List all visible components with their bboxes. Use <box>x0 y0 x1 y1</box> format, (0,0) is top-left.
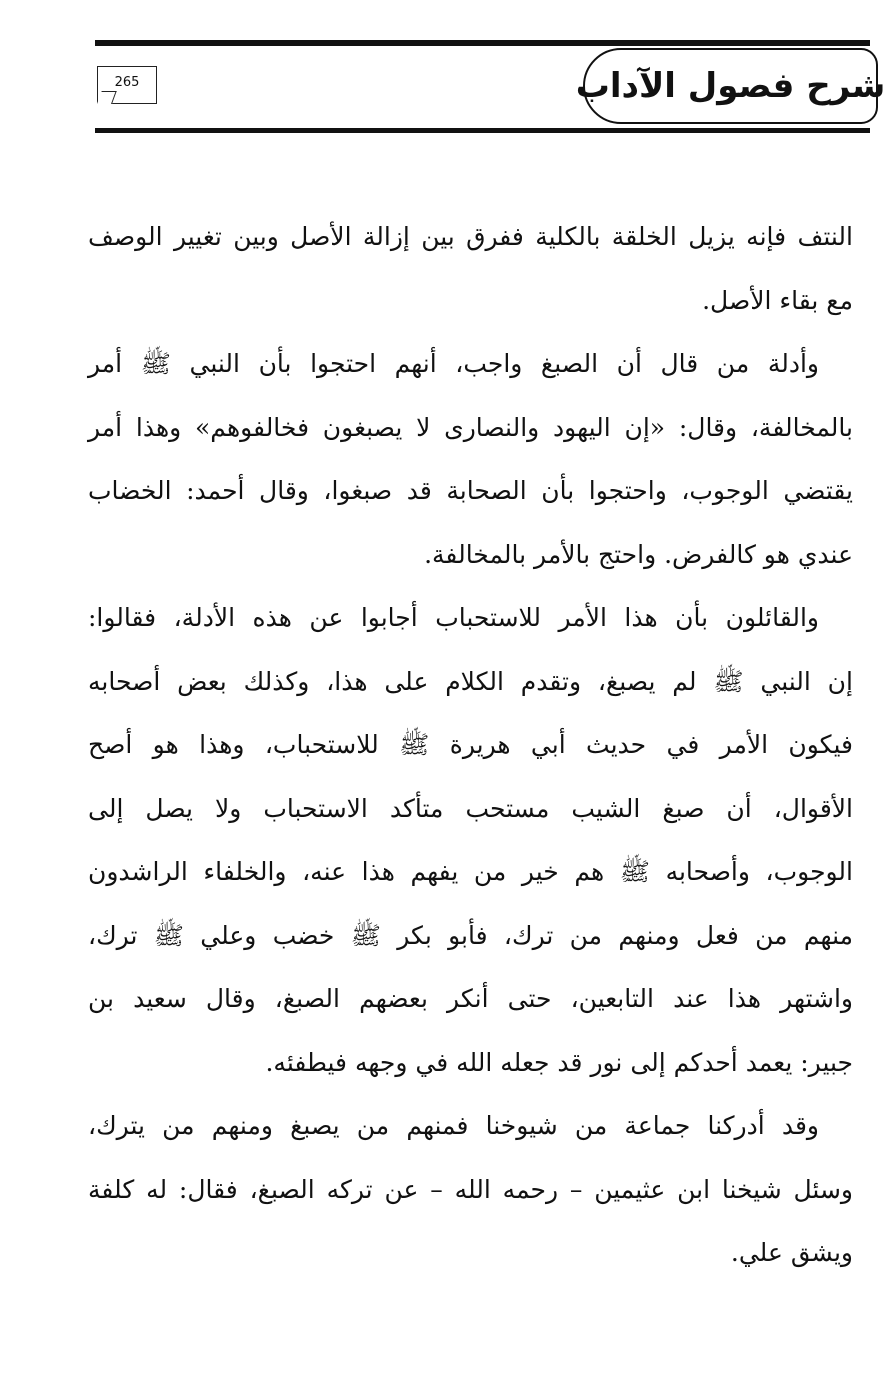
text-line: يقتضي الوجوب، واحتجوا بأن الصحابة قد صبغوا، وقال أحمد: الخضاب <box>88 476 853 505</box>
text-line: ويشق علي. <box>730 1238 853 1267</box>
text-line: وقد أدركنا جماعة من شيوخنا فمنهم من يصبغ ومنهم من يترك، <box>88 1111 819 1140</box>
text-line: إن النبي ﷺ لم يصبغ، وتقدم الكلام على هذا، وكذلك بعض أصحابه <box>88 666 853 696</box>
text-line: عندي هو كالفرض. واحتج بالأمر بالمخالفة. <box>424 539 853 569</box>
text-line: وسئل شيخنا ابن عثيمين – رحمه الله – عن تركه الصبغ، فقال: له كلفة <box>88 1174 853 1204</box>
text-line: جبير: يعمد أحدكم إلى نور قد جعله الله في وجهه فيطفئه. <box>265 1047 853 1077</box>
text-line: مع بقاء الأصل. <box>702 285 853 315</box>
book-title-box <box>575 48 886 124</box>
page-header <box>95 40 886 140</box>
text-line: واشتهر هذا عند التابعين، حتى أنكر بعضهم الصبغ، وقال سعيد بن <box>88 984 853 1013</box>
text-line: الوجوب، وأصحابه ﷺ هم خير من يفهم هذا عنه، والخلفاء الراشدون <box>88 857 853 886</box>
text-line: منهم من فعل ومنهم من ترك، فأبو بكر ﷺ خضب وعلي ﷺ ترك، <box>88 920 853 950</box>
text-line: النتف فإنه يزيل الخلقة بالكلية ففرق بين إزالة الأصل وبين تغيير الوصف <box>88 222 853 251</box>
book-title: شرح فصول الآداب <box>575 66 886 106</box>
header-top-rule <box>95 40 870 46</box>
body-text <box>88 205 853 1285</box>
header-bottom-rule <box>95 128 870 133</box>
text-line: وأدلة من قال أن الصبغ واجب، أنهم احتجوا بأن النبي ﷺ أمر <box>88 349 819 378</box>
text-line: فيكون الأمر في حديث أبي هريرة ﷺ للاستحباب، وهذا هو أصح <box>88 730 853 759</box>
page-number-box <box>97 66 157 104</box>
text-line: بالمخالفة، وقال: «إن اليهود والنصارى لا يصبغون فخالفوهم» وهذا أمر <box>88 412 853 442</box>
text-line: والقائلون بأن هذا الأمر للاستحباب أجابوا عن هذه الأدلة، فقالوا: <box>88 603 819 632</box>
page-number: 265 <box>114 75 140 90</box>
text-line: الأقوال، أن صبغ الشيب مستحب متأكد الاستحباب ولا يصل إلى <box>88 793 853 823</box>
